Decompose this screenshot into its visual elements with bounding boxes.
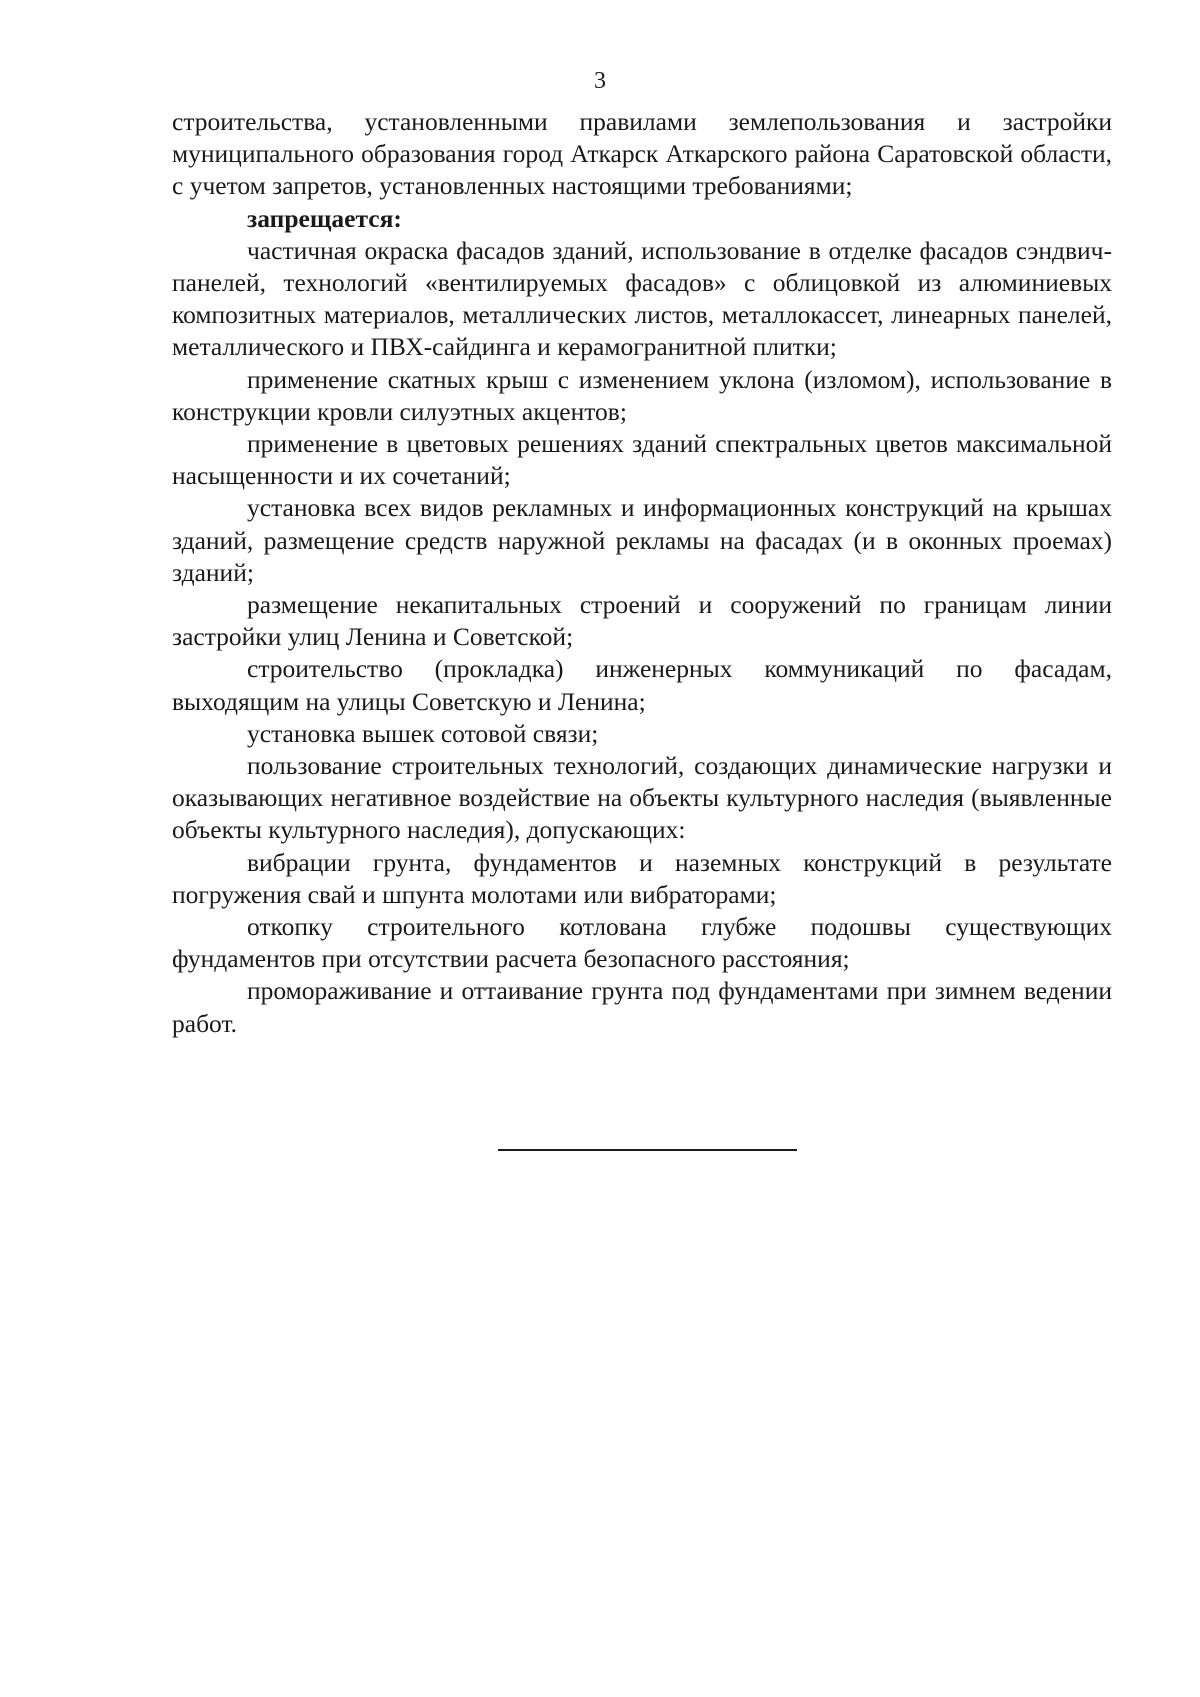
prohibition-item-8: пользование строительных технологий, создающих динамические нагрузки и оказывающих негативное воздействие на объекты культурного наследия (выявленные объекты культурного наследия), допускающих:: [172, 751, 1112, 845]
prohibition-item-3: применение в цветовых решениях зданий спектральных цветов максимальной насыщенности и их сочетаний;: [172, 429, 1112, 491]
page-number: 3: [594, 68, 606, 94]
prohibition-item-6: строительство (прокладка) инженерных коммуникаций по фасадам, выходящим на улицы Советскую и Ленина;: [172, 654, 1112, 716]
prohibition-item-10: откопку строительного котлована глубже подошвы существующих фундаментов при отсутствии расчета безопасного расстояния;: [172, 912, 1112, 974]
prohibition-item-4: установка всех видов рекламных и информационных конструкций на крышах зданий, размещение средств наружной рекламы на фасадах (и в оконных проемах) зданий;: [172, 493, 1112, 587]
prohibition-item-1: частичная окраска фасадов зданий, использование в отделке фасадов сэндвич-панелей, технологий «вентилируемых фасадов» с облицовкой из алюминиевых композитных материалов, металлических листов, металлокассет, линеарных панелей, металлического и ПВХ-сайдинга и керамогранитной плитки;: [172, 235, 1112, 362]
end-of-document-rule: [498, 1149, 797, 1151]
prohibitions-heading: запрещается:: [247, 203, 402, 233]
prohibition-item-9: вибрации грунта, фундаментов и наземных конструкций в результате погружения свай и шпунта молотами или вибраторами;: [172, 847, 1112, 909]
prohibition-item-7: установка вышек сотовой связи;: [247, 718, 599, 748]
prohibition-item-2: применение скатных крыш с изменением уклона (изломом), использование в конструкции кровли силуэтных акцентов;: [172, 364, 1112, 426]
prohibition-item-5: размещение некапитальных строений и сооружений по границам линии застройки улиц Ленина и Советской;: [172, 590, 1112, 652]
document-body: [172, 106, 1112, 1040]
prohibition-item-11: промораживание и оттаивание грунта под фундаментами при зимнем ведении работ.: [172, 976, 1112, 1038]
intro-paragraph: строительства, установленными правилами землепользования и застройки муниципального образования город Аткарск Аткарского района Саратовской области, с учетом запретов, установленных настоящими требованиями;: [172, 107, 1112, 201]
